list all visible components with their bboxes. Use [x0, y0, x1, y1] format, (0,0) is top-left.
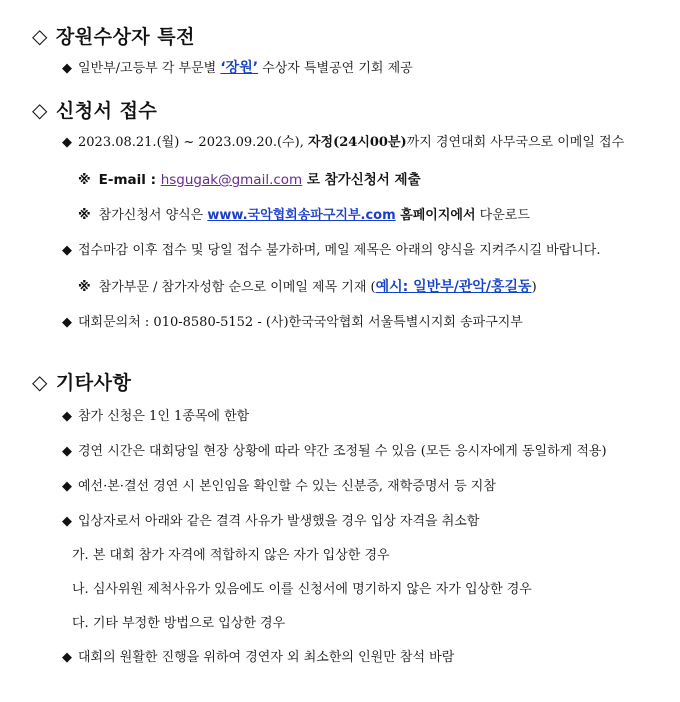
reference-mark-icon: ※: [78, 173, 91, 188]
form-download-note: [78, 206, 530, 226]
late-submission-text: 접수마감 이후 접수 및 당일 접수 불가하며, 메일 제목은 아래의 양식을 지켜주시길 바랍니다.: [78, 243, 601, 258]
subitem-text: 다. 기타 부정한 방법으로 입상한 경우: [72, 616, 286, 631]
form-download-prefix: 참가신청서 양식은: [98, 208, 208, 223]
application-period-line: [62, 133, 624, 153]
diamond-bullet-icon: ◆: [62, 479, 72, 494]
misc-item: [62, 512, 479, 532]
diamond-bullet-icon: ◆: [62, 409, 72, 424]
diamond-bullet-icon: ◆: [62, 444, 72, 459]
email-label: E-mail :: [98, 172, 161, 188]
misc-item: [62, 407, 249, 427]
misc-item: [62, 648, 454, 668]
misc-item: [62, 442, 607, 462]
email-subject-suffix: ): [531, 280, 537, 295]
homepage-label: 홈페이지에서: [395, 208, 476, 223]
application-period-suffix: 까지 경연대회 사무국으로 이메일 접수: [406, 135, 625, 150]
late-submission-line: [62, 241, 601, 261]
diamond-outline-icon: ◇: [32, 24, 48, 48]
diamond-bullet-icon: ◆: [62, 514, 72, 529]
misc-item-text: 경연 시간은 대회당일 현장 상황에 따라 약간 조정될 수 있음 (모든 응시자에게 동일하게 적용): [78, 444, 607, 459]
misc-item-text: 대회의 원활한 진행을 위하여 경연자 외 최소한의 인원만 참석 바람: [78, 650, 455, 665]
contact-text: 대회문의처 : 010-8580-5152 - (사)한국국악협회 서울특별시지회 송파구지부: [78, 315, 523, 330]
contact-line: [62, 313, 523, 333]
diamond-bullet-icon: ◆: [62, 135, 72, 150]
diamond-outline-icon: ◇: [32, 370, 48, 394]
email-subject-note: [78, 277, 537, 298]
email-link[interactable]: hsgugak@gmail.com: [160, 172, 303, 188]
subitem-text: 가. 본 대회 참가 자격에 적합하지 않은 자가 입상한 경우: [72, 548, 390, 563]
prize-line-suffix: 수상자 특별공연 기회 제공: [258, 61, 413, 76]
disqualification-subitem: [72, 546, 390, 566]
email-subject-example: 예시: 일반부/관악/홍길동: [375, 279, 532, 295]
section-heading-text: 장원수상자 특전: [55, 26, 195, 48]
prize-line-prefix: 일반부/고등부 각 부문별: [78, 61, 221, 76]
prize-highlight: ‘장원’: [220, 60, 259, 76]
application-deadline-time: 자정(24시00분): [307, 135, 407, 150]
form-download-suffix: 다운로드: [475, 208, 530, 223]
diamond-bullet-icon: ◆: [62, 650, 72, 665]
disqualification-subitem: [72, 580, 532, 600]
misc-item: [62, 477, 496, 497]
section-heading-text: 기타사항: [55, 372, 132, 394]
prize-line: [62, 58, 413, 79]
application-period-prefix: 2023.08.21.(월) ~ 2023.09.20.(수),: [78, 135, 308, 150]
section-heading-application: [32, 96, 157, 123]
diamond-bullet-icon: ◆: [62, 61, 72, 76]
diamond-bullet-icon: ◆: [62, 315, 72, 330]
misc-item-text: 참가 신청은 1인 1종목에 한함: [78, 409, 250, 424]
disqualification-subitem: [72, 614, 285, 634]
section-heading-prize: [32, 22, 195, 49]
diamond-bullet-icon: ◆: [62, 243, 72, 258]
diamond-outline-icon: ◇: [32, 98, 48, 122]
subitem-text: 나. 심사위원 제척사유가 있음에도 이를 신청서에 명기하지 않은 자가 입상한 경우: [72, 582, 532, 597]
reference-mark-icon: ※: [78, 208, 91, 223]
email-subject-prefix: 참가부문 / 참가자성함 순으로 이메일 제목 기재 (: [98, 280, 376, 295]
reference-mark-icon: ※: [78, 280, 91, 295]
misc-item-text: 입상자로서 아래와 같은 결격 사유가 발생했을 경우 입상 자격을 취소함: [78, 514, 480, 529]
email-note-suffix: 로 참가신청서 제출: [302, 172, 421, 188]
misc-item-text: 예선·본·결선 경연 시 본인임을 확인할 수 있는 신분증, 재학증명서 등 지참: [78, 479, 496, 494]
homepage-link[interactable]: www.국악협회송파구지부.com: [207, 208, 396, 223]
section-heading-text: 신청서 접수: [55, 100, 158, 122]
email-note: [78, 170, 421, 191]
section-heading-misc: [32, 368, 131, 395]
